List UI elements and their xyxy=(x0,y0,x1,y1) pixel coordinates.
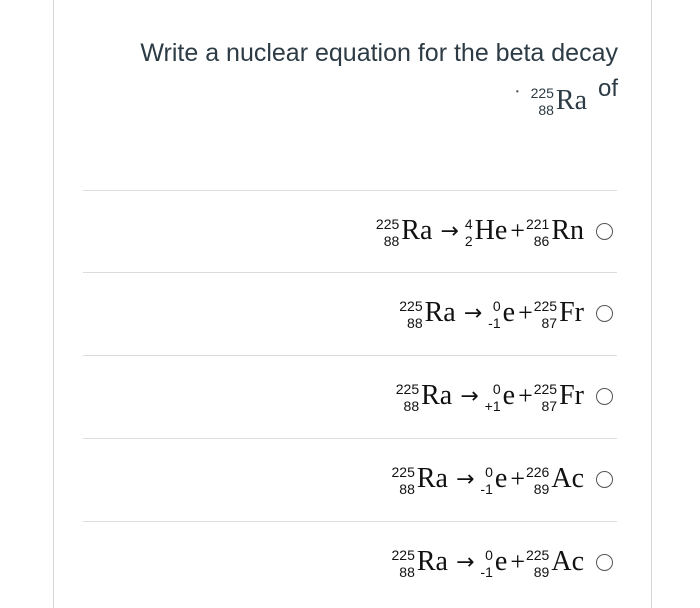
isotope-numbers xyxy=(534,298,557,332)
isotope-numbers xyxy=(526,216,549,250)
mass-number: 225 xyxy=(399,298,423,314)
element-symbol: Ra xyxy=(416,546,448,577)
product-particle xyxy=(485,379,515,413)
mass-number: 225 xyxy=(533,298,558,314)
element-symbol: Rn xyxy=(551,215,584,246)
question-nuclide xyxy=(531,83,587,118)
answer-option[interactable] xyxy=(83,190,617,272)
element-symbol: Ac xyxy=(551,463,584,494)
left-border xyxy=(53,0,54,608)
reaction-arrow: → xyxy=(460,383,479,409)
nuclear-equation xyxy=(376,214,584,248)
mass-number: 0 xyxy=(485,547,493,563)
atomic-number: 87 xyxy=(541,315,558,331)
mass-number: 4 xyxy=(464,216,473,232)
radio-button[interactable] xyxy=(596,305,613,322)
mass-number: 0 xyxy=(492,381,501,397)
particle-symbol: e xyxy=(494,463,508,494)
plus-sign: + xyxy=(510,216,525,245)
atomic-number: 88 xyxy=(403,398,420,414)
product-particle xyxy=(480,462,507,496)
mass-number: 225 xyxy=(375,216,400,232)
isotope-numbers xyxy=(526,547,549,581)
mass-number: 225 xyxy=(391,547,415,563)
mass-number: 225 xyxy=(395,381,420,397)
atomic-number: -1 xyxy=(488,315,501,331)
isotope-numbers xyxy=(376,216,399,250)
isotope-numbers xyxy=(392,464,415,498)
product-nuclide xyxy=(526,214,584,248)
isotope-numbers xyxy=(465,216,473,250)
product-particle xyxy=(465,214,507,248)
atomic-number: 88 xyxy=(407,315,423,331)
element-symbol: Ra xyxy=(401,215,433,246)
answer-option[interactable] xyxy=(83,438,617,520)
mass-number: 0 xyxy=(485,464,493,480)
reactant-nuclide xyxy=(376,214,432,248)
reactant-nuclide xyxy=(392,462,448,496)
element-symbol: Ac xyxy=(551,546,584,577)
product-nuclide xyxy=(534,296,584,330)
radio-button[interactable] xyxy=(596,388,613,405)
atomic-number: 86 xyxy=(533,233,550,249)
radio-button[interactable] xyxy=(596,554,613,571)
reactant-nuclide xyxy=(399,296,455,330)
nuclear-equation xyxy=(399,296,584,330)
product-nuclide xyxy=(534,379,584,413)
question-line: Write a nuclear equation for the beta decay xyxy=(140,39,618,67)
atomic-number: 88 xyxy=(399,481,415,497)
isotope-numbers xyxy=(534,381,557,415)
question-text xyxy=(98,38,618,118)
isotope-numbers xyxy=(526,464,549,498)
radio-button[interactable] xyxy=(596,471,613,488)
mass-number: 226 xyxy=(525,464,550,480)
element-symbol: Ra xyxy=(421,380,453,411)
reaction-arrow: → xyxy=(463,300,483,326)
mass-number: 0 xyxy=(492,298,501,314)
particle-symbol: e xyxy=(494,546,508,577)
element-symbol: Fr xyxy=(559,380,584,411)
question-isotope-numbers xyxy=(531,85,554,119)
atomic-number: 88 xyxy=(399,564,415,580)
reaction-arrow: → xyxy=(455,549,475,575)
reaction-arrow: → xyxy=(440,218,459,244)
mass-number: 225 xyxy=(533,381,558,397)
plus-sign: + xyxy=(510,464,525,493)
isotope-numbers xyxy=(399,298,422,332)
atomic-number: 88 xyxy=(383,233,400,249)
element-symbol: Fr xyxy=(559,297,584,328)
isotope-numbers xyxy=(480,547,492,581)
atomic-number: -1 xyxy=(480,564,493,580)
atomic-number: 2 xyxy=(464,233,473,249)
atomic-number: 89 xyxy=(533,564,550,580)
isotope-numbers xyxy=(488,298,500,332)
reactant-nuclide xyxy=(396,379,452,413)
mass-number: 225 xyxy=(391,464,415,480)
element-symbol: Ra xyxy=(424,297,456,328)
question-atomic-number: 88 xyxy=(538,102,554,119)
nuclear-equation xyxy=(392,545,584,579)
product-nuclide xyxy=(526,545,584,579)
radio-button[interactable] xyxy=(596,223,613,240)
product-particle xyxy=(480,545,507,579)
question-nuclide-line xyxy=(98,73,618,118)
atomic-number: +1 xyxy=(484,398,501,414)
plus-sign: + xyxy=(518,381,533,410)
reaction-arrow: → xyxy=(455,466,475,492)
particle-symbol: e xyxy=(502,297,516,328)
element-symbol: Ra xyxy=(416,463,448,494)
isotope-numbers xyxy=(396,381,419,415)
plus-sign: + xyxy=(518,298,533,327)
product-particle xyxy=(488,296,515,330)
question-prefix: · xyxy=(513,81,521,104)
answer-option[interactable] xyxy=(83,521,617,603)
mass-number: 221 xyxy=(525,216,550,232)
right-border xyxy=(651,0,652,608)
isotope-numbers xyxy=(485,381,501,415)
atomic-number: 89 xyxy=(533,481,550,497)
atomic-number: -1 xyxy=(480,481,493,497)
atomic-number: 87 xyxy=(541,398,558,414)
product-nuclide xyxy=(526,462,584,496)
reactant-nuclide xyxy=(392,545,448,579)
isotope-numbers xyxy=(480,464,492,498)
answer-option[interactable] xyxy=(83,272,617,354)
isotope-numbers xyxy=(392,547,415,581)
particle-symbol: He xyxy=(474,215,508,246)
question-suffix: of xyxy=(597,75,618,103)
answer-option[interactable] xyxy=(83,355,617,437)
mass-number: 225 xyxy=(525,547,550,563)
nuclear-equation xyxy=(392,462,584,496)
plus-sign: + xyxy=(510,547,525,576)
question-element-symbol: Ra xyxy=(555,84,588,116)
nuclear-equation xyxy=(396,379,584,413)
particle-symbol: e xyxy=(502,380,516,411)
question-mass-number: 225 xyxy=(530,85,554,102)
